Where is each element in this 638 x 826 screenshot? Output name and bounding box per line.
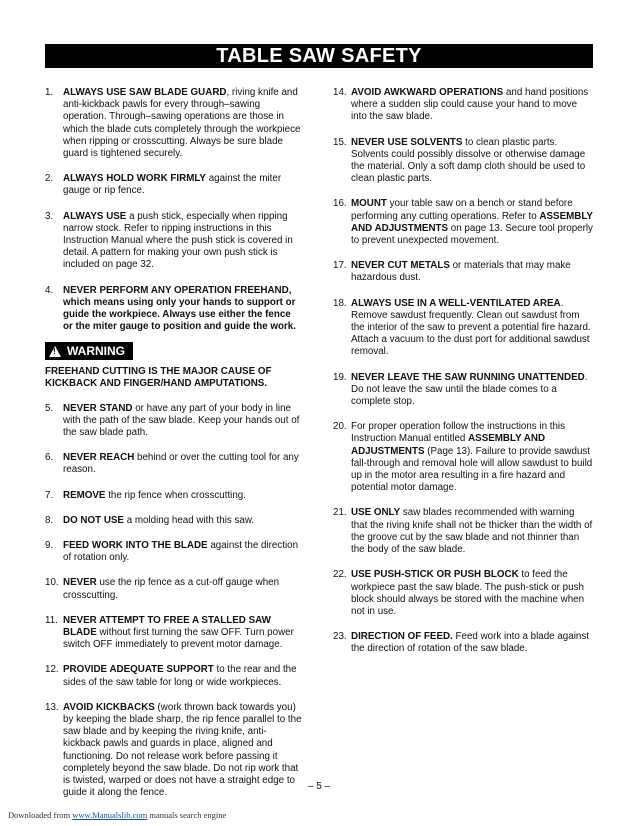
safety-item <box>45 615 303 652</box>
warning-label: WARNING <box>67 344 125 359</box>
footer-prefix: Downloaded from <box>8 810 73 820</box>
item-bold-text: ASSEMBLY AND ADJUSTMENTS <box>351 210 593 234</box>
item-bold-text: ALWAYS USE IN A WELL-VENTILATED AREA <box>351 297 561 309</box>
safety-item <box>45 403 303 440</box>
item-bold-text: NEVER USE SOLVENTS <box>351 136 463 148</box>
item-bold-text: ALWAYS USE <box>63 210 127 222</box>
item-number: 1. <box>45 87 54 98</box>
item-text <box>63 211 303 272</box>
item-text <box>351 507 593 556</box>
item-text <box>63 452 303 476</box>
warning-text: FREEHAND CUTTING IS THE MAJOR CAUSE OF KICKBACK AND FINGER/HAND AMPUTATIONS. <box>45 366 272 390</box>
footer <box>8 810 226 820</box>
item-plain-text: to the rear and the sides of the saw table for long or wide workpieces. <box>63 664 297 688</box>
item-plain-text: the rip fence when crosscutting. <box>105 489 246 501</box>
item-plain-text: to clean plastic parts. Solvents could possibly dissolve or otherwise damage the material. Only a soft damp cloth should be used to clean plastic parts. <box>351 136 586 185</box>
page-title: TABLE SAW SAFETY <box>45 44 593 68</box>
item-bold-text: DIRECTION OF FEED. <box>351 631 453 643</box>
item-plain-text: against the direction of rotation only. <box>63 539 299 564</box>
item-plain-text: or have any part of your body in line with the path of the saw blade. Keep your hands out of the saw blade path. <box>63 402 300 438</box>
safety-item <box>333 298 593 359</box>
item-number: 14. <box>333 87 347 98</box>
item-number: 5. <box>45 402 54 414</box>
safety-item <box>333 421 593 494</box>
item-text <box>63 515 303 527</box>
safety-item <box>333 260 593 284</box>
item-text <box>351 87 593 124</box>
item-number: 15. <box>333 136 347 148</box>
safety-item <box>333 507 593 556</box>
item-text <box>63 285 303 334</box>
item-text <box>351 421 593 494</box>
item-plain-text: Feed work into a blade against the direction of rotation of the saw blade. <box>351 631 589 655</box>
item-text <box>63 664 303 688</box>
safety-item <box>333 631 593 655</box>
item-number: 20. <box>333 421 347 433</box>
item-plain-text: against the miter gauge or rip fence. <box>63 173 282 197</box>
item-number: 12. <box>45 664 59 676</box>
item-bold-text: ALWAYS USE SAW BLADE GUARD <box>63 87 227 98</box>
footer-suffix: manuals search engine <box>147 810 227 820</box>
item-number: 23. <box>333 631 347 643</box>
item-number: 4. <box>45 284 54 296</box>
item-number: 6. <box>45 452 54 464</box>
safety-item <box>333 569 593 618</box>
right-column <box>333 87 593 669</box>
safety-item <box>333 87 593 124</box>
safety-item <box>333 137 593 186</box>
item-bold-text: FEED WORK INTO THE BLADE <box>63 539 208 551</box>
item-plain-text: . Remove sawdust frequently. Clean out sawdust from the interior of the saw to prevent a potential fire hazard. Attach a vacuum to the dust port for additional sawdust removal. <box>351 297 591 358</box>
safety-item <box>45 664 303 688</box>
item-text <box>63 403 303 440</box>
item-number: 3. <box>45 210 54 222</box>
item-text <box>63 540 303 564</box>
item-plain-text: For proper operation follow the instructions in this Instruction Manual entitled <box>351 421 566 445</box>
item-number: 16. <box>333 198 347 210</box>
item-bold-text: ASSEMBLY AND ADJUSTMENTS <box>351 433 546 457</box>
left-column <box>45 87 303 812</box>
item-text <box>63 173 303 197</box>
item-number: 2. <box>45 173 54 185</box>
item-plain-text: your table saw on a bench or stand before performing any cutting operations. Refer to <box>351 198 573 222</box>
item-text <box>351 137 593 186</box>
safety-item <box>45 490 303 502</box>
item-plain-text: use the rip fence as a cut-off gauge when crosscutting. <box>63 577 280 601</box>
item-bold-text: NEVER REACH <box>63 452 135 464</box>
item-plain-text: a molding head with this saw. <box>123 514 255 526</box>
safety-item <box>45 515 303 527</box>
item-bold-text: AVOID AWKWARD OPERATIONS <box>351 87 504 98</box>
page-number: – 5 – <box>307 781 331 792</box>
safety-item <box>45 285 303 334</box>
item-number: 11. <box>45 614 58 626</box>
item-bold-text: USE PUSH-STICK OR PUSH BLOCK <box>351 569 519 581</box>
warning-badge <box>45 342 133 360</box>
safety-item <box>45 577 303 601</box>
item-text <box>351 372 593 409</box>
warning-triangle-icon: ! <box>49 346 61 357</box>
item-bold-text: DO NOT USE <box>63 514 124 526</box>
safety-item <box>45 87 303 160</box>
item-bold-text: USE ONLY <box>351 507 401 519</box>
safety-item <box>333 372 593 409</box>
item-bold-text: MOUNT <box>351 198 387 210</box>
item-bold-text: AVOID KICKBACKS <box>63 701 155 713</box>
item-plain-text: a push stick, especially when ripping narrow stock. Refer to ripping instructions in this Instruction Manual where the push stick is covered in detail. A pattern for making your own push stick is included on page 32. <box>63 210 293 271</box>
item-text <box>351 569 593 618</box>
item-plain-text: (Page 13). Failure to provide sawdust fall-through and removal hole will allow sawdust to build up in the motor area resulting in a fire hazard and potential motor damage. <box>351 445 593 494</box>
item-text <box>63 87 303 160</box>
item-bold-text: NEVER PERFORM ANY OPERATION FREEHAND, which means using only your hands to support or guide the workpiece. Always use either the fence or the miter gauge to position and guide the work. <box>63 284 296 333</box>
item-bold-text: NEVER STAND <box>63 402 133 414</box>
item-bold-text: REMOVE <box>63 489 106 501</box>
safety-item <box>333 198 593 247</box>
item-text <box>351 298 593 359</box>
item-text <box>351 631 593 655</box>
item-bold-text: NEVER <box>63 577 97 589</box>
item-number: 7. <box>45 489 54 501</box>
item-plain-text: saw blades recommended with warning that the riving knife shall not be thicker than the width of the groove cut by the saw blade and not thinner than the body of the saw blade. <box>351 507 593 556</box>
item-text <box>63 615 303 652</box>
item-number: 22. <box>333 569 347 581</box>
item-bold-text: ALWAYS HOLD WORK FIRMLY <box>63 173 206 185</box>
item-number: 9. <box>45 539 54 551</box>
item-plain-text: or materials that may make hazardous dust. <box>351 260 571 284</box>
item-text <box>351 198 593 247</box>
item-number: 17. <box>333 260 347 272</box>
item-text <box>63 577 303 601</box>
item-plain-text: , riving knife and anti-kickback pawls for every through–sawing operation. Through–sawing operations are those in which the blade cuts completely through the workpiece when ripping or crosscutting. Always be sure blade guard is tightened securely. <box>63 87 301 160</box>
footer-link[interactable]: www.Manualslib.com <box>72 810 148 820</box>
item-plain-text: on page 13. Secure tool properly to prevent unexpected movement. <box>351 222 593 247</box>
item-number: 10. <box>45 577 59 589</box>
item-plain-text: to feed the workpiece past the saw blade. The push-stick or push block should always be stored with the machine when not in use. <box>351 569 585 617</box>
item-text <box>351 260 593 284</box>
safety-item <box>45 540 303 564</box>
item-plain-text: behind or over the cutting tool for any reason. <box>63 452 299 476</box>
item-plain-text: without first turning the saw OFF. Turn power switch OFF immediately to prevent motor damage. <box>63 627 294 651</box>
item-plain-text: (work thrown back towards you) by keeping the blade sharp, the rip fence parallel to the saw blade and by keeping the riving knife, anti-kickback pawls and guards in place, aligned and functioning. Do not release work before passing it completely beyond the saw blade. Do not rip work that is twisted, warped or does not have a straight edge to guide it along the fence. <box>63 701 302 799</box>
safety-item <box>45 452 303 476</box>
item-bold-text: PROVIDE ADEQUATE SUPPORT <box>63 664 214 676</box>
safety-item <box>45 211 303 272</box>
warning-block <box>45 342 303 390</box>
item-number: 8. <box>45 514 54 526</box>
safety-item <box>45 173 303 197</box>
item-bold-text: NEVER LEAVE THE SAW RUNNING UNATTENDED <box>351 371 585 383</box>
item-bold-text: NEVER ATTEMPT TO FREE A STALLED SAW BLADE <box>63 614 271 638</box>
item-number: 21. <box>333 507 347 519</box>
item-number: 18. <box>333 297 347 309</box>
item-text <box>63 490 303 502</box>
item-plain-text: and hand positions where a sudden slip could cause your hand to move into the saw blade. <box>351 87 589 123</box>
item-bold-text: NEVER CUT METALS <box>351 260 450 272</box>
item-number: 19. <box>333 371 347 383</box>
item-number: 13. <box>45 701 59 713</box>
item-plain-text: . Do not leave the saw until the blade comes to a complete stop. <box>351 371 588 408</box>
